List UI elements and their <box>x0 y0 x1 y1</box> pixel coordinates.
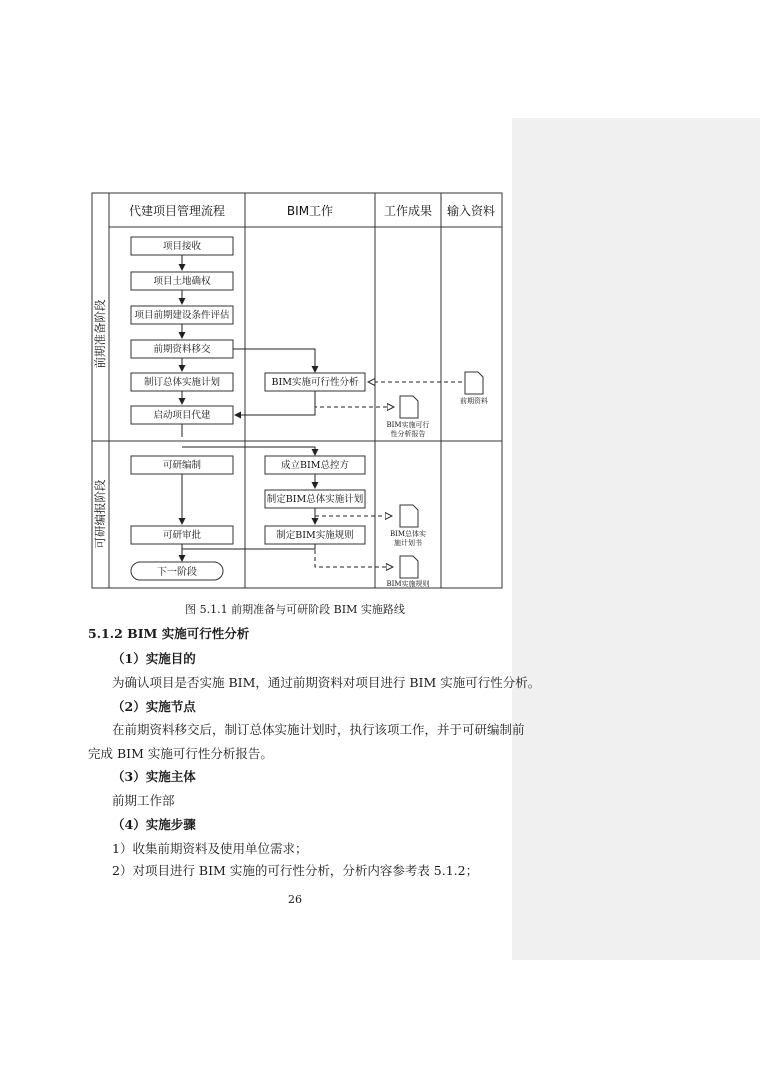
phase-label-feasibility: 可研编报阶段 <box>93 479 107 549</box>
subsection-title: （2）实施节点 <box>112 699 196 714</box>
process-label: 可研编制 <box>162 460 202 471</box>
list-item: 1）收集前期资料及使用单位需求； <box>112 841 308 856</box>
next-stage-label: 下一阶段 <box>157 567 197 578</box>
process-label: 前期资料移交 <box>153 344 211 355</box>
page-number: 26 <box>288 893 302 906</box>
process-label: 制订总体实施计划 <box>143 377 221 388</box>
bim-label: 成立BIM总控方 <box>281 460 349 471</box>
subsection-title: （4）实施步骤 <box>112 817 196 832</box>
input-doc-label: 前期资料 <box>460 397 488 405</box>
result-label: BIM总体实 <box>389 530 427 538</box>
document-icon <box>465 372 483 394</box>
process-label: 可研审批 <box>162 530 202 541</box>
result-label: BIM实施规则 <box>386 580 430 588</box>
bim-label: 制定BIM总体实施计划 <box>266 494 364 505</box>
document-icon <box>400 505 418 527</box>
result-label: BIM实施可行 <box>386 421 430 429</box>
bim-label: 制定BIM实施规则 <box>276 530 354 541</box>
subsection-title: （1）实施目的 <box>112 651 196 666</box>
paragraph: 完成 BIM 实施可行性分析报告。 <box>88 746 273 761</box>
header-results: 工作成果 <box>383 204 433 218</box>
header-process: 代建项目管理流程 <box>128 204 226 218</box>
paragraph: 为确认项目是否实施 BIM，通过前期资料对项目进行 BIM 实施可行性分析。 <box>112 675 541 690</box>
paragraph: 在前期资料移交后，制订总体实施计划时，执行该项工作，并于可研编制前 <box>112 722 525 737</box>
process-label: 项目前期建设条件评估 <box>134 310 230 321</box>
subsection-title: （3）实施主体 <box>112 769 196 784</box>
result-label: 性分析报告 <box>390 430 426 438</box>
process-label: 启动项目代建 <box>153 410 211 421</box>
bim-label: BIM实施可行性分析 <box>271 377 359 388</box>
document-icon <box>400 556 418 578</box>
result-label: 施计划书 <box>394 539 422 547</box>
phase-label-prep: 前期准备阶段 <box>93 299 107 369</box>
document-icon <box>400 396 418 418</box>
process-label: 项目接收 <box>162 241 202 252</box>
header-inputs: 输入资料 <box>446 204 496 218</box>
paragraph: 前期工作部 <box>112 793 175 808</box>
figure-caption: 图 5.1.1 前期准备与可研阶段 BIM 实施路线 <box>185 603 405 616</box>
header-bim: BIM工作 <box>286 204 334 218</box>
list-item: 2）对项目进行 BIM 实施的可行性分析，分析内容参考表 5.1.2； <box>112 863 479 878</box>
process-label: 项目土地确权 <box>153 276 211 287</box>
section-title: 5.1.2 BIM 实施可行性分析 <box>88 626 250 641</box>
